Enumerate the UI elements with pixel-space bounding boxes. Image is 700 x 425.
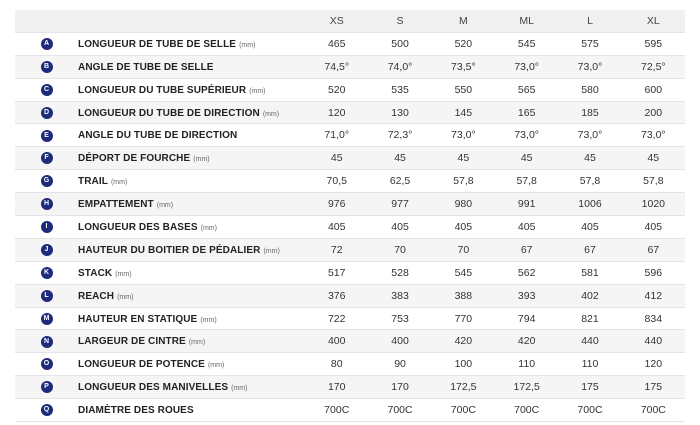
measurement-name: LARGEUR DE CINTRE [78,336,186,348]
size-value-cell: 200 [644,106,663,119]
geometry-row [15,307,685,330]
measurement-name: LONGUEUR DES MANIVELLES [78,382,229,394]
measurement-unit: (mm) [115,270,132,278]
size-value-cell: 976 [327,198,346,211]
size-value-cell: 517 [327,266,346,279]
row-label-cell [78,307,305,330]
size-value-cell: 90 [394,358,406,371]
size-header: ML [495,10,558,32]
geometry-row [15,55,685,78]
measurement-name: TRAIL [78,176,108,188]
row-label-cell [78,353,305,376]
letter-badge: J [41,244,53,256]
geometry-row [15,78,685,101]
measurement-unit: (mm) [207,362,225,370]
letter-badge: B [41,61,53,73]
size-value-cell: 528 [391,266,409,279]
size-value-cell: 562 [517,266,536,279]
header-blank-label [78,10,305,32]
size-value-cell: 100 [454,358,473,371]
size-value-cell: 110 [581,358,599,371]
row-letter-cell [15,284,78,307]
geometry-row [15,124,685,147]
row-letter-cell [15,216,78,239]
row-label-cell [78,330,305,353]
size-value-cell: 412 [644,289,663,302]
row-letter-cell [15,124,78,147]
row-letter-cell [15,78,78,101]
geometry-row [15,193,685,216]
row-label-cell [78,376,305,399]
measurement-unit: (mm) [193,156,210,164]
size-value-cell: 580 [581,83,599,96]
row-letter-cell [15,147,78,170]
row-label-cell [78,101,305,124]
size-value-cell: 405 [454,220,473,233]
geometry-table [15,10,685,422]
size-header: XL [622,10,685,32]
size-value-cell: 700C [450,404,476,417]
measurement-unit: (mm) [231,385,248,393]
size-value-cell: 500 [391,37,409,50]
size-value-cell: 535 [391,83,409,96]
letter-badge: G [41,175,53,187]
row-letter-cell [15,55,78,78]
measurement-unit: (mm) [262,110,280,118]
row-letter-cell [15,193,78,216]
size-value-cell: 420 [517,335,536,348]
row-letter-cell [15,330,78,353]
measurement-unit: (mm) [156,202,174,210]
size-value-cell: 405 [327,220,346,233]
size-value-cell: 383 [391,289,409,302]
letter-badge: Q [41,404,53,416]
row-letter-cell [15,238,78,261]
size-header: S [368,10,431,32]
size-value-cell: 70,5 [326,175,347,188]
size-value-cell: 440 [644,335,663,348]
size-value-cell: 596 [644,266,663,279]
size-value-cell: 72 [330,243,343,256]
size-value-cell: 550 [454,83,473,96]
size-value-cell: 74,5° [324,60,350,73]
size-value-cell: 62,5 [389,175,411,188]
size-header: XS [305,10,368,32]
size-value-cell: 120 [327,106,346,119]
letter-badge: M [41,313,53,325]
measurement-name: DIAMÈTRE DES ROUES [78,405,194,417]
row-label-cell [78,55,305,78]
size-value-cell: 71,0° [324,129,350,142]
geometry-table-container [15,10,685,422]
measurement-name: DÉPORT DE FOURCHE [78,153,191,165]
size-value-cell: 73,0° [514,129,539,142]
row-letter-cell [15,399,78,422]
measurement-name: EMPATTEMENT [78,199,154,211]
letter-badge: I [41,221,53,233]
size-value-cell: 110 [518,358,536,371]
size-value-cell: 991 [517,198,536,211]
size-value-cell: 170 [391,381,409,394]
size-value-cell: 700C [387,404,413,417]
measurement-name: ANGLE DU TUBE DE DIRECTION [78,130,238,142]
size-value-cell: 393 [517,289,536,302]
size-value-cell: 45 [520,152,533,165]
size-value-cell: 420 [454,335,473,348]
measurement-unit: (mm) [200,316,217,324]
size-value-cell: 400 [327,335,346,348]
size-value-cell: 465 [327,37,346,50]
size-value-cell: 45 [330,152,343,165]
size-value-cell: 175 [644,381,663,394]
size-value-cell: 74,0° [387,60,413,73]
size-value-cell: 440 [581,335,599,348]
row-letter-cell [15,261,78,284]
size-value-cell: 120 [644,358,663,371]
size-value-cell: 73,0° [641,129,666,142]
row-label-cell [78,124,305,147]
row-label-cell [78,284,305,307]
size-value-cell: 67 [647,243,660,256]
size-value-cell: 520 [327,83,346,96]
size-value-cell: 73,5° [451,60,476,73]
size-value-cell: 581 [581,266,599,279]
row-label-cell [78,170,305,193]
size-value-cell: 172,5 [450,381,477,394]
row-letter-cell [15,353,78,376]
size-value-cell: 980 [454,198,473,211]
geometry-row [15,399,685,422]
size-value-cell: 700C [640,404,666,417]
size-value-cell: 73,0° [514,60,539,73]
size-value-cell: 73,0° [451,129,476,142]
geometry-row [15,330,685,353]
letter-badge: P [41,381,53,393]
measurement-unit: (mm) [263,247,280,255]
row-label-cell [78,261,305,284]
row-label-cell [78,32,305,55]
size-value-cell: 145 [454,106,473,119]
letter-badge: F [41,152,53,164]
size-value-cell: 400 [391,335,409,348]
row-letter-cell [15,376,78,399]
letter-badge: O [41,358,53,370]
size-value-cell: 1020 [641,198,665,211]
size-value-cell: 834 [644,312,663,325]
measurement-unit: (mm) [249,87,266,95]
size-value-cell: 977 [391,198,409,211]
row-label-cell [78,399,305,422]
measurement-name: ANGLE DE TUBE DE SELLE [78,61,214,73]
size-value-cell: 70 [457,243,470,256]
size-value-cell: 57,8 [516,175,537,188]
size-value-cell: 73,0° [577,60,603,73]
letter-badge: A [41,38,53,50]
size-value-cell: 770 [454,312,473,325]
size-value-cell: 67 [520,243,533,256]
geometry-row [15,284,685,307]
size-value-cell: 700C [514,404,540,417]
letter-badge: H [41,198,53,210]
measurement-unit: (mm) [239,41,256,49]
size-value-cell: 170 [327,381,346,394]
size-value-cell: 45 [584,152,596,165]
measurement-name: LONGUEUR DU TUBE DE DIRECTION [78,107,260,119]
letter-badge: L [41,290,53,302]
size-value-cell: 600 [644,83,663,96]
letter-badge: K [41,267,53,279]
geometry-row [15,238,685,261]
size-value-cell: 376 [327,289,346,302]
size-value-cell: 67 [584,243,596,256]
size-value-cell: 172,5 [513,381,540,394]
size-value-cell: 57,8 [643,175,664,188]
size-value-cell: 565 [517,83,536,96]
size-value-cell: 130 [391,106,409,119]
letter-badge: N [41,336,53,348]
size-value-cell: 821 [581,312,599,325]
size-value-cell: 45 [647,152,660,165]
letter-badge: E [41,130,53,142]
geometry-row [15,376,685,399]
measurement-name: REACH [78,290,115,302]
size-value-cell: 722 [327,312,346,325]
size-value-cell: 72,3° [387,129,413,142]
measurement-unit: (mm) [188,339,206,347]
geometry-row [15,147,685,170]
size-value-cell: 405 [391,220,409,233]
row-label-cell [78,78,305,101]
size-value-cell: 175 [581,381,599,394]
size-value-cell: 70 [394,243,406,256]
header-row [15,10,685,32]
size-value-cell: 402 [581,289,599,302]
size-header: M [432,10,495,32]
geometry-row [15,170,685,193]
geometry-row [15,216,685,239]
size-value-cell: 72,5° [641,60,666,73]
measurement-name: LONGUEUR DES BASES [78,221,198,233]
size-value-cell: 595 [644,37,663,50]
size-value-cell: 165 [517,106,536,119]
size-value-cell: 388 [454,289,473,302]
size-value-cell: 45 [394,152,406,165]
size-value-cell: 794 [517,312,536,325]
row-label-cell [78,238,305,261]
size-header: L [558,10,621,32]
size-value-cell: 80 [330,358,343,371]
size-value-cell: 405 [644,220,663,233]
size-value-cell: 545 [517,37,536,50]
size-value-cell: 700C [324,404,350,417]
size-value-cell: 405 [581,220,599,233]
size-value-cell: 185 [581,106,599,119]
letter-badge: D [41,107,53,119]
measurement-unit: (mm) [117,293,134,301]
size-value-cell: 545 [454,266,473,279]
measurement-name: STACK [78,267,113,279]
size-value-cell: 57,8 [453,175,474,188]
size-value-cell: 45 [457,152,470,165]
row-letter-cell [15,101,78,124]
row-letter-cell [15,32,78,55]
row-label-cell [78,147,305,170]
size-value-cell: 1006 [578,198,602,211]
size-value-cell: 700C [577,404,603,417]
size-value-cell: 405 [517,220,536,233]
measurement-unit: (mm) [200,224,217,232]
row-letter-cell [15,170,78,193]
header-blank-letter [15,10,78,32]
geometry-row [15,261,685,284]
size-value-cell: 753 [391,312,409,325]
measurement-name: LONGUEUR DE TUBE DE SELLE [78,38,237,50]
measurement-name: HAUTEUR EN STATIQUE [78,313,198,325]
geometry-row [15,353,685,376]
measurement-name: HAUTEUR DU BOITIER DE PÉDALIER [78,244,261,256]
measurement-name: LONGUEUR DE POTENCE [78,359,205,371]
row-letter-cell [15,307,78,330]
geometry-row [15,101,685,124]
size-value-cell: 73,0° [577,129,603,142]
size-value-cell: 575 [581,37,599,50]
size-value-cell: 57,8 [579,175,601,188]
size-value-cell: 520 [454,37,473,50]
measurement-name: LONGUEUR DU TUBE SUPÉRIEUR [78,84,247,96]
row-label-cell [78,193,305,216]
measurement-unit: (mm) [110,179,128,187]
letter-badge: C [41,84,53,96]
row-label-cell [78,216,305,239]
geometry-row [15,32,685,55]
